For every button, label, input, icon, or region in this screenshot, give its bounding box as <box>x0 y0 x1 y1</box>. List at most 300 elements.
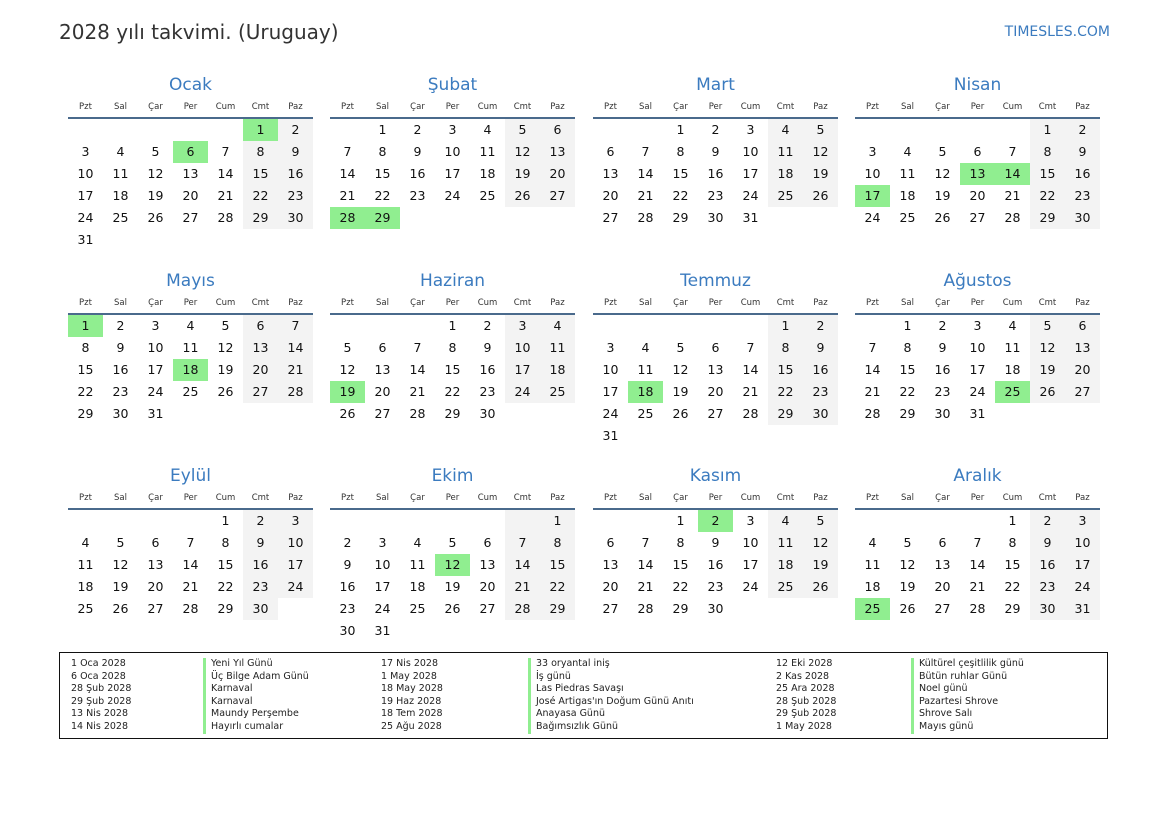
month-6 <box>330 268 575 425</box>
holiday-name: Pazartesi Shrove <box>911 696 1024 709</box>
empty-cell <box>960 510 995 532</box>
empty-cell <box>663 315 698 337</box>
day-cell: 27 <box>1065 381 1100 403</box>
day-cell: 7 <box>186 535 195 550</box>
day-cell: 24 <box>1065 576 1100 598</box>
day-cell: 13 <box>182 166 199 181</box>
empty-cell <box>925 510 960 532</box>
month-5 <box>68 268 313 425</box>
weekday-header <box>330 489 575 510</box>
empty-cell <box>698 315 733 337</box>
month-11 <box>593 463 838 620</box>
day-cell: 30 <box>707 210 724 225</box>
day-cell: 15 <box>77 362 94 377</box>
day-cell: 19 <box>803 554 838 576</box>
day-cell: 19 <box>217 362 234 377</box>
empty-cell <box>138 510 173 532</box>
holiday-name: Mayıs günü <box>911 721 1024 734</box>
day-cell: 9 <box>278 141 313 163</box>
weekday-label: Sal <box>376 493 389 503</box>
day-cell: 9 <box>243 532 278 554</box>
day-cell: 3 <box>81 144 90 159</box>
day-cell: 8 <box>676 144 685 159</box>
day-cell: 21 <box>742 384 759 399</box>
day-cell: 28 <box>505 598 540 620</box>
holiday-date: 18 Tem 2028 <box>381 708 443 720</box>
day-cell: 23 <box>112 384 129 399</box>
day-cell: 19 <box>1030 359 1065 381</box>
day-cell: 10 <box>742 535 759 550</box>
day-cell: 29 <box>899 406 916 421</box>
day-cell: 23 <box>1065 185 1100 207</box>
weekday-label: Paz <box>1075 298 1090 308</box>
empty-cell <box>330 315 365 337</box>
day-cell: 20 <box>147 579 164 594</box>
holiday-date: 1 May 2028 <box>776 720 832 732</box>
day-cell: 29 <box>217 601 234 616</box>
holiday-day: 12 <box>435 554 470 576</box>
day-cell: 15 <box>672 166 689 181</box>
weekday-label: Paz <box>550 298 565 308</box>
day-cell: 3 <box>278 510 313 532</box>
weekday-header <box>330 98 575 119</box>
holiday-name: Bağımsızlık Günü <box>528 721 694 734</box>
page-title: 2028 yılı takvimi. (Uruguay) <box>59 20 339 44</box>
empty-cell <box>855 119 890 141</box>
day-cell: 17 <box>147 362 164 377</box>
holiday-date: 12 Eki 2028 <box>776 658 833 669</box>
weekday-label: Cmt <box>776 298 795 308</box>
empty-cell <box>173 510 208 532</box>
holiday-day: 14 <box>995 163 1030 185</box>
holiday-name: José Artigas'ın Doğum Günü Anıtı <box>528 696 694 709</box>
day-cell: 10 <box>969 340 986 355</box>
holiday-date: 6 Oca 2028 <box>71 670 126 682</box>
day-cell: 25 <box>637 406 654 421</box>
day-cell: 2 <box>483 318 492 333</box>
month-8 <box>855 268 1100 425</box>
day-cell: 29 <box>768 403 803 425</box>
day-cell: 12 <box>672 362 689 377</box>
holiday-name: Bütün ruhlar Günü <box>911 671 1024 684</box>
weekday-label: Çar <box>673 102 688 112</box>
day-cell: 1 <box>1030 119 1065 141</box>
day-cell: 24 <box>742 188 759 203</box>
day-cell: 11 <box>768 141 803 163</box>
day-cell: 21 <box>278 359 313 381</box>
day-cell: 4 <box>868 535 877 550</box>
day-cell: 14 <box>505 554 540 576</box>
day-cell: 29 <box>243 207 278 229</box>
weekday-label: Paz <box>813 102 828 112</box>
weekday-label: Per <box>708 298 723 308</box>
day-cell: 10 <box>374 557 391 572</box>
empty-cell <box>330 510 365 532</box>
holiday-dates-column <box>776 658 836 734</box>
day-cell: 7 <box>868 340 877 355</box>
day-cell: 30 <box>803 403 838 425</box>
day-cell: 14 <box>864 362 881 377</box>
weekday-label: Cum <box>477 102 498 112</box>
day-cell: 22 <box>1004 579 1021 594</box>
holiday-day: 18 <box>173 359 208 381</box>
day-cell: 23 <box>339 601 356 616</box>
weekday-header <box>330 294 575 315</box>
empty-cell <box>365 315 400 337</box>
day-cell: 1 <box>1008 513 1017 528</box>
weekday-label: Çar <box>935 493 950 503</box>
day-grid <box>330 119 575 229</box>
day-cell: 10 <box>505 337 540 359</box>
day-cell: 16 <box>803 359 838 381</box>
day-cell: 29 <box>672 210 689 225</box>
weekday-label: Cum <box>1002 493 1023 503</box>
day-cell: 22 <box>217 579 234 594</box>
weekday-label: Per <box>445 493 460 503</box>
day-cell: 21 <box>969 579 986 594</box>
day-cell: 18 <box>864 579 881 594</box>
day-cell: 19 <box>444 579 461 594</box>
day-cell: 7 <box>505 532 540 554</box>
day-cell: 5 <box>151 144 160 159</box>
weekday-label: Paz <box>550 102 565 112</box>
holiday-date: 17 Nis 2028 <box>381 658 438 669</box>
day-cell: 8 <box>1008 535 1017 550</box>
day-cell: 21 <box>339 188 356 203</box>
day-cell: 19 <box>803 163 838 185</box>
day-cell: 8 <box>243 141 278 163</box>
weekday-label: Çar <box>935 298 950 308</box>
day-cell: 29 <box>1030 207 1065 229</box>
day-cell: 19 <box>899 579 916 594</box>
holiday-names-column <box>203 658 309 734</box>
day-cell: 12 <box>339 362 356 377</box>
holiday-day: 19 <box>330 381 365 403</box>
day-cell: 31 <box>147 406 164 421</box>
day-cell: 28 <box>1004 210 1021 225</box>
day-cell: 23 <box>479 384 496 399</box>
day-cell: 5 <box>221 318 230 333</box>
day-cell: 9 <box>343 557 352 572</box>
day-cell: 29 <box>1004 601 1021 616</box>
day-cell: 4 <box>483 122 492 137</box>
day-cell: 23 <box>409 188 426 203</box>
day-cell: 15 <box>374 166 391 181</box>
weekday-label: Pzt <box>79 298 92 308</box>
day-cell: 4 <box>768 119 803 141</box>
day-cell: 24 <box>77 210 94 225</box>
day-cell: 6 <box>938 535 947 550</box>
day-cell: 14 <box>969 557 986 572</box>
day-cell: 9 <box>413 144 422 159</box>
day-cell: 1 <box>378 122 387 137</box>
day-cell: 21 <box>637 188 654 203</box>
empty-cell <box>400 510 435 532</box>
day-cell: 8 <box>378 144 387 159</box>
day-cell: 13 <box>602 166 619 181</box>
day-cell: 20 <box>934 579 951 594</box>
day-cell: 29 <box>672 601 689 616</box>
day-cell: 3 <box>151 318 160 333</box>
day-cell: 12 <box>899 557 916 572</box>
day-cell: 28 <box>217 210 234 225</box>
day-cell: 12 <box>505 141 540 163</box>
day-cell: 14 <box>742 362 759 377</box>
empty-cell <box>400 315 435 337</box>
day-cell: 8 <box>221 535 230 550</box>
weekday-label: Paz <box>1075 102 1090 112</box>
day-cell: 27 <box>479 601 496 616</box>
day-cell: 7 <box>641 144 650 159</box>
day-cell: 2 <box>938 318 947 333</box>
weekday-header <box>68 489 313 510</box>
day-cell: 10 <box>1065 532 1100 554</box>
day-cell: 22 <box>672 579 689 594</box>
day-cell: 28 <box>864 406 881 421</box>
empty-cell <box>628 119 663 141</box>
day-cell: 13 <box>374 362 391 377</box>
day-cell: 13 <box>934 557 951 572</box>
month-1 <box>68 72 313 251</box>
day-cell: 12 <box>803 532 838 554</box>
day-cell: 12 <box>112 557 129 572</box>
day-cell: 1 <box>221 513 230 528</box>
holiday-day: 6 <box>173 141 208 163</box>
weekday-label: Pzt <box>604 298 617 308</box>
weekday-label: Cmt <box>1038 102 1057 112</box>
holiday-names-column <box>528 658 694 734</box>
weekday-label: Çar <box>148 298 163 308</box>
weekday-label: Sal <box>114 102 127 112</box>
weekday-label: Cmt <box>251 493 270 503</box>
day-cell: 1 <box>540 510 575 532</box>
empty-cell <box>593 119 628 141</box>
weekday-label: Cum <box>1002 298 1023 308</box>
weekday-label: Cmt <box>251 298 270 308</box>
day-cell: 13 <box>707 362 724 377</box>
holiday-day: 17 <box>855 185 890 207</box>
day-cell: 26 <box>217 384 234 399</box>
day-cell: 19 <box>934 188 951 203</box>
day-cell: 27 <box>602 210 619 225</box>
empty-cell <box>103 510 138 532</box>
day-cell: 24 <box>602 406 619 421</box>
holiday-date: 18 May 2028 <box>381 683 443 695</box>
day-cell: 15 <box>899 362 916 377</box>
month-7 <box>593 268 838 447</box>
day-cell: 7 <box>278 315 313 337</box>
day-cell: 13 <box>1065 337 1100 359</box>
day-cell: 28 <box>182 601 199 616</box>
holiday-date: 1 May 2028 <box>381 670 437 682</box>
weekday-label: Cmt <box>1038 493 1057 503</box>
day-cell: 12 <box>147 166 164 181</box>
day-cell: 14 <box>278 337 313 359</box>
site-link[interactable]: TIMESLES.COM <box>1004 24 1110 40</box>
empty-cell <box>890 510 925 532</box>
empty-cell <box>593 510 628 532</box>
day-cell: 12 <box>803 141 838 163</box>
weekday-header <box>593 489 838 510</box>
day-cell: 17 <box>602 384 619 399</box>
day-cell: 17 <box>77 188 94 203</box>
day-cell: 17 <box>1065 554 1100 576</box>
day-cell: 20 <box>707 384 724 399</box>
day-cell: 28 <box>969 601 986 616</box>
day-grid <box>68 315 313 425</box>
day-cell: 22 <box>374 188 391 203</box>
weekday-label: Pzt <box>79 493 92 503</box>
holiday-names-column <box>911 658 1024 734</box>
weekday-label: Cmt <box>776 493 795 503</box>
day-cell: 5 <box>803 510 838 532</box>
weekday-label: Cmt <box>513 298 532 308</box>
day-cell: 26 <box>803 185 838 207</box>
day-cell: 25 <box>768 185 803 207</box>
day-cell: 2 <box>413 122 422 137</box>
day-cell: 6 <box>711 340 720 355</box>
day-cell: 1 <box>676 513 685 528</box>
day-cell: 15 <box>243 163 278 185</box>
day-cell: 26 <box>339 406 356 421</box>
day-cell: 14 <box>637 166 654 181</box>
weekday-header <box>855 294 1100 315</box>
day-cell: 26 <box>1030 381 1065 403</box>
day-cell: 26 <box>505 185 540 207</box>
empty-cell <box>435 510 470 532</box>
month-12 <box>855 463 1100 620</box>
day-cell: 30 <box>243 598 278 620</box>
month-name: Aralık <box>953 466 1002 486</box>
day-cell: 1 <box>676 122 685 137</box>
weekday-label: Pzt <box>866 102 879 112</box>
day-cell: 6 <box>606 535 615 550</box>
month-9 <box>68 463 313 620</box>
day-cell: 17 <box>742 166 759 181</box>
day-cell: 4 <box>413 535 422 550</box>
day-cell: 22 <box>899 384 916 399</box>
day-cell: 9 <box>116 340 125 355</box>
day-grid <box>330 315 575 425</box>
day-cell: 19 <box>147 188 164 203</box>
day-grid <box>593 510 838 620</box>
month-4 <box>855 72 1100 229</box>
holiday-day: 29 <box>365 207 400 229</box>
month-name: Mayıs <box>166 271 215 291</box>
day-cell: 14 <box>182 557 199 572</box>
weekday-header <box>68 98 313 119</box>
day-grid <box>855 119 1100 229</box>
weekday-label: Cmt <box>1038 298 1057 308</box>
day-cell: 5 <box>676 340 685 355</box>
weekday-label: Pzt <box>604 102 617 112</box>
weekday-label: Cum <box>477 298 498 308</box>
weekday-label: Pzt <box>341 102 354 112</box>
day-cell: 8 <box>540 532 575 554</box>
day-cell: 16 <box>707 557 724 572</box>
day-cell: 19 <box>505 163 540 185</box>
day-cell: 16 <box>278 163 313 185</box>
day-cell: 3 <box>606 340 615 355</box>
holiday-name: Shrove Salı <box>911 708 1024 721</box>
holiday-date: 25 Ağu 2028 <box>381 720 442 732</box>
day-cell: 12 <box>934 166 951 181</box>
day-cell: 24 <box>505 381 540 403</box>
day-cell: 4 <box>540 315 575 337</box>
day-cell: 9 <box>803 337 838 359</box>
holiday-date: 28 Şub 2028 <box>71 683 132 695</box>
day-cell: 1 <box>448 318 457 333</box>
day-cell: 31 <box>742 210 759 225</box>
empty-cell <box>733 315 768 337</box>
holiday-name: 33 oryantal iniş <box>528 658 694 671</box>
day-cell: 27 <box>374 406 391 421</box>
day-cell: 5 <box>343 340 352 355</box>
day-cell: 22 <box>243 185 278 207</box>
day-cell: 6 <box>151 535 160 550</box>
day-cell: 7 <box>1008 144 1017 159</box>
day-cell: 4 <box>116 144 125 159</box>
day-cell: 26 <box>672 406 689 421</box>
day-cell: 5 <box>116 535 125 550</box>
empty-cell <box>68 510 103 532</box>
day-cell: 14 <box>409 362 426 377</box>
day-cell: 15 <box>672 557 689 572</box>
holiday-day: 25 <box>855 598 890 620</box>
day-cell: 28 <box>742 406 759 421</box>
day-cell: 21 <box>637 579 654 594</box>
weekday-label: Paz <box>288 298 303 308</box>
day-grid <box>855 510 1100 620</box>
day-cell: 30 <box>278 207 313 229</box>
holiday-dates-column <box>381 658 443 734</box>
day-cell: 5 <box>1030 315 1065 337</box>
day-cell: 11 <box>479 144 496 159</box>
weekday-label: Paz <box>550 493 565 503</box>
day-cell: 20 <box>182 188 199 203</box>
day-cell: 7 <box>973 535 982 550</box>
day-cell: 13 <box>602 557 619 572</box>
day-cell: 11 <box>768 532 803 554</box>
day-cell: 27 <box>540 185 575 207</box>
day-cell: 8 <box>448 340 457 355</box>
month-name: Şubat <box>427 75 478 95</box>
day-cell: 13 <box>243 337 278 359</box>
day-cell: 28 <box>637 210 654 225</box>
day-cell: 3 <box>505 315 540 337</box>
empty-cell <box>103 119 138 141</box>
day-cell: 11 <box>77 557 94 572</box>
weekday-header <box>68 294 313 315</box>
day-cell: 4 <box>641 340 650 355</box>
day-cell: 27 <box>147 601 164 616</box>
day-cell: 18 <box>77 579 94 594</box>
day-cell: 24 <box>864 210 881 225</box>
empty-cell <box>593 315 628 337</box>
day-cell: 20 <box>969 188 986 203</box>
day-cell: 8 <box>1030 141 1065 163</box>
holiday-name: Üç Bilge Adam Günü <box>203 671 309 684</box>
day-cell: 6 <box>1065 315 1100 337</box>
day-cell: 9 <box>1030 532 1065 554</box>
day-cell: 11 <box>112 166 129 181</box>
empty-cell <box>960 119 995 141</box>
holiday-dates-column <box>71 658 131 734</box>
weekday-label: Per <box>970 298 985 308</box>
weekday-label: Cmt <box>513 102 532 112</box>
day-cell: 18 <box>112 188 129 203</box>
holiday-name: Hayırlı cumalar <box>203 721 309 734</box>
